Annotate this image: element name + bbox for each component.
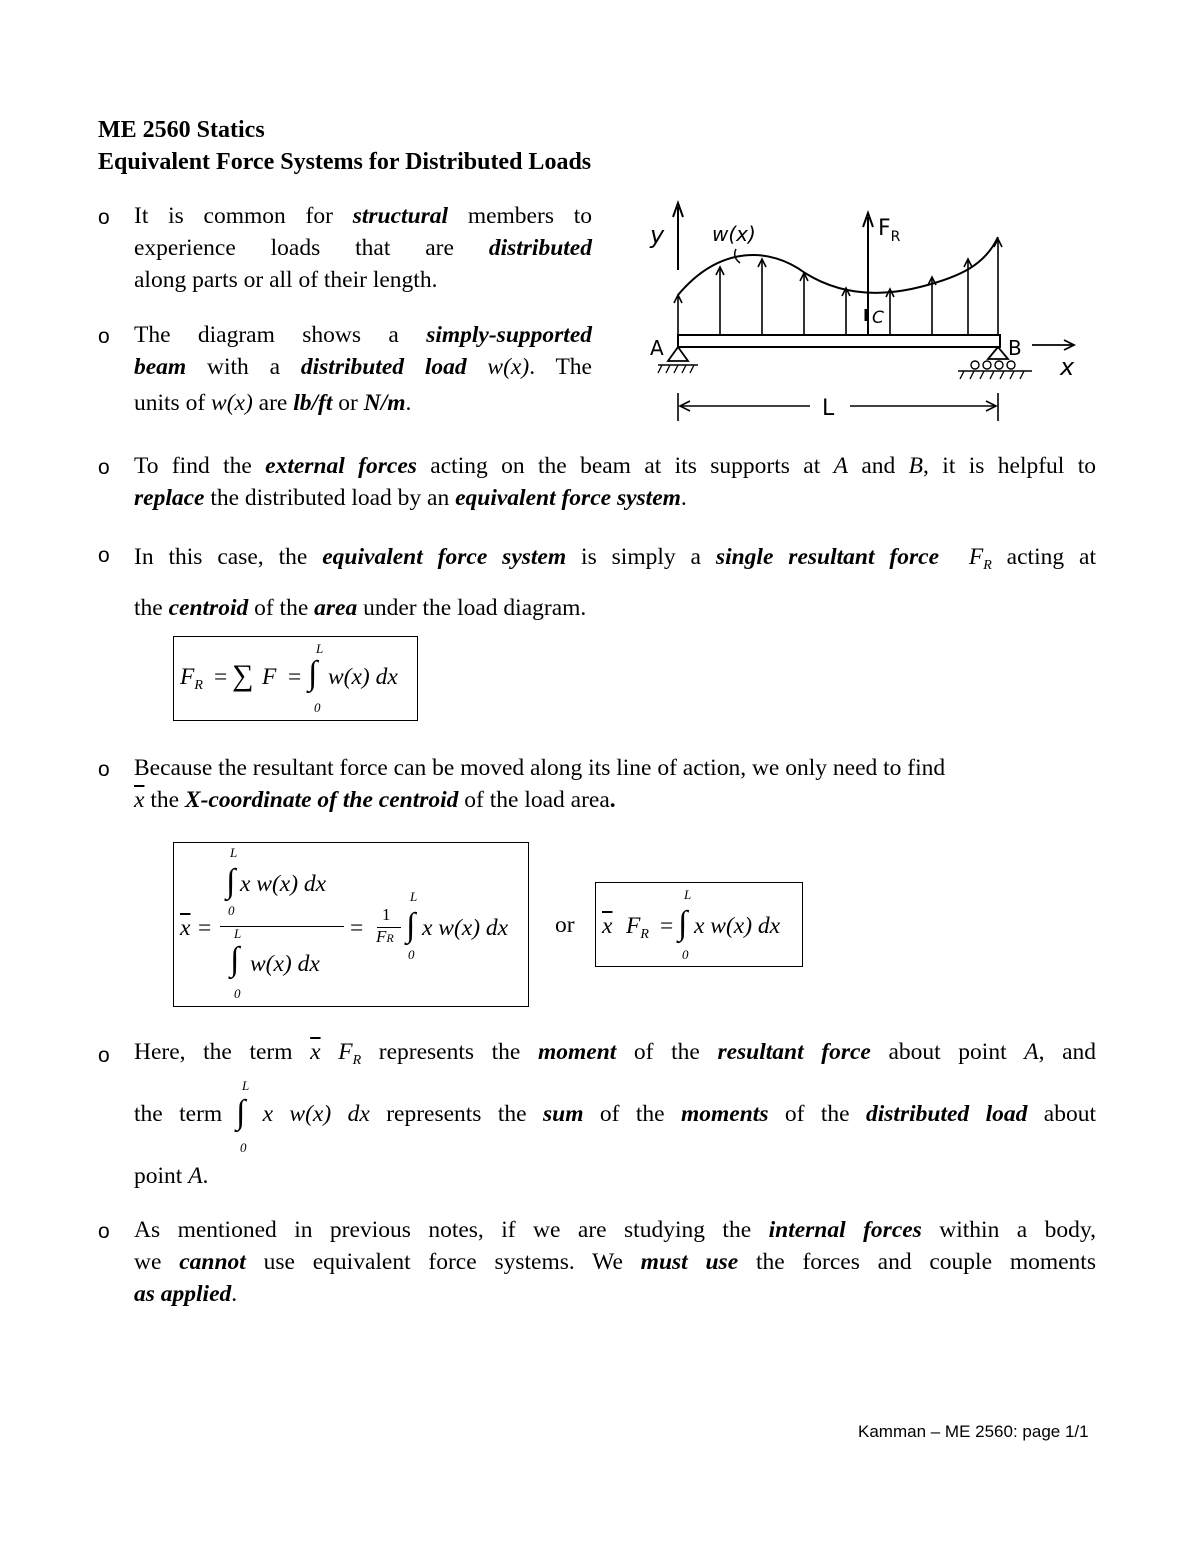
- page-footer: Kamman – ME 2560: page 1/1: [858, 1422, 1089, 1441]
- paragraph-distributed-loads: It is common for structural members to experience loads that are distributed along parts or all of their length.: [134, 203, 593, 293]
- point-a-label: A: [650, 336, 664, 360]
- length-label: L: [822, 396, 835, 421]
- bullet-marker: o: [98, 1044, 110, 1067]
- bullet-marker: o: [98, 758, 110, 781]
- paragraph-centroid-coordinate: Because the resultant force can be moved along its line of action, we only need to find $\overline{x}$ the X-coordinate of the centroid of the load area.: [134, 755, 946, 813]
- centroid-equation: $\overline{x}$ = L ∫ 0 x w(x) dx L ∫ 0 w(x) dx = 1 FR L ∫ 0 x w(x) dx: [173, 842, 529, 1007]
- bullet-marker: o: [98, 206, 110, 229]
- paragraph-beam-diagram: The diagram shows a simply-supported beam with a distributed load w(x). The units of w(x) are lb/ft or N/m.: [134, 322, 592, 416]
- load-label: w(x): [712, 222, 756, 246]
- paragraph-internal-forces: As mentioned in previous notes, if we are studying the internal forces within a body, we cannot use equivalent force systems. We must use the forces and couple moments as applied.: [134, 1217, 1097, 1307]
- beam-diagram: [640, 195, 1080, 430]
- or-text: or: [555, 912, 575, 938]
- y-axis-label: y: [650, 221, 665, 249]
- resultant-force-equation: $F_R$ = ∑ F = ∫ L 0 w(x) dx: [173, 636, 418, 721]
- pin-support-a: [668, 347, 688, 361]
- paragraph-moment-terms-line3: point A.: [134, 1163, 209, 1189]
- moment-equation: $\overline{x}$ $F_R$ = L ∫ 0 x w(x) dx: [595, 882, 803, 967]
- bullet-marker: o: [98, 325, 110, 348]
- paragraph-moment-terms-line2: the term x w(x) dx represents the sum of the moments of the distributed load about: [134, 1101, 1096, 1127]
- bullet-marker: o: [98, 1220, 110, 1243]
- centroid-label: C: [872, 308, 884, 328]
- paragraph-moment-terms: Here, the term $\overline{x}$ $F_R$ represents the moment of the resultant force about point A, and: [134, 1039, 1097, 1068]
- roller-support-b: [988, 347, 1008, 359]
- bullet-marker: o: [98, 456, 110, 479]
- paragraph-external-forces: To find the external forces acting on the beam at its supports at A and B, it is helpful to replace the distributed load by an equivalent force system.: [134, 453, 1096, 511]
- bullet-marker: o: [98, 544, 110, 567]
- beam: [678, 335, 1000, 347]
- point-b-label: B: [1008, 336, 1022, 360]
- resultant-force-label: $F_R$: [878, 216, 901, 245]
- x-axis-label: x: [1060, 353, 1075, 381]
- page-title: Equivalent Force Systems for Distributed Loads: [98, 149, 592, 175]
- course-title: ME 2560 Statics: [98, 117, 265, 143]
- paragraph-resultant-force: In this case, the equivalent force system is simply a single resultant force $F_R$ acting at the centroid of the area under the load diagram.: [134, 544, 1096, 621]
